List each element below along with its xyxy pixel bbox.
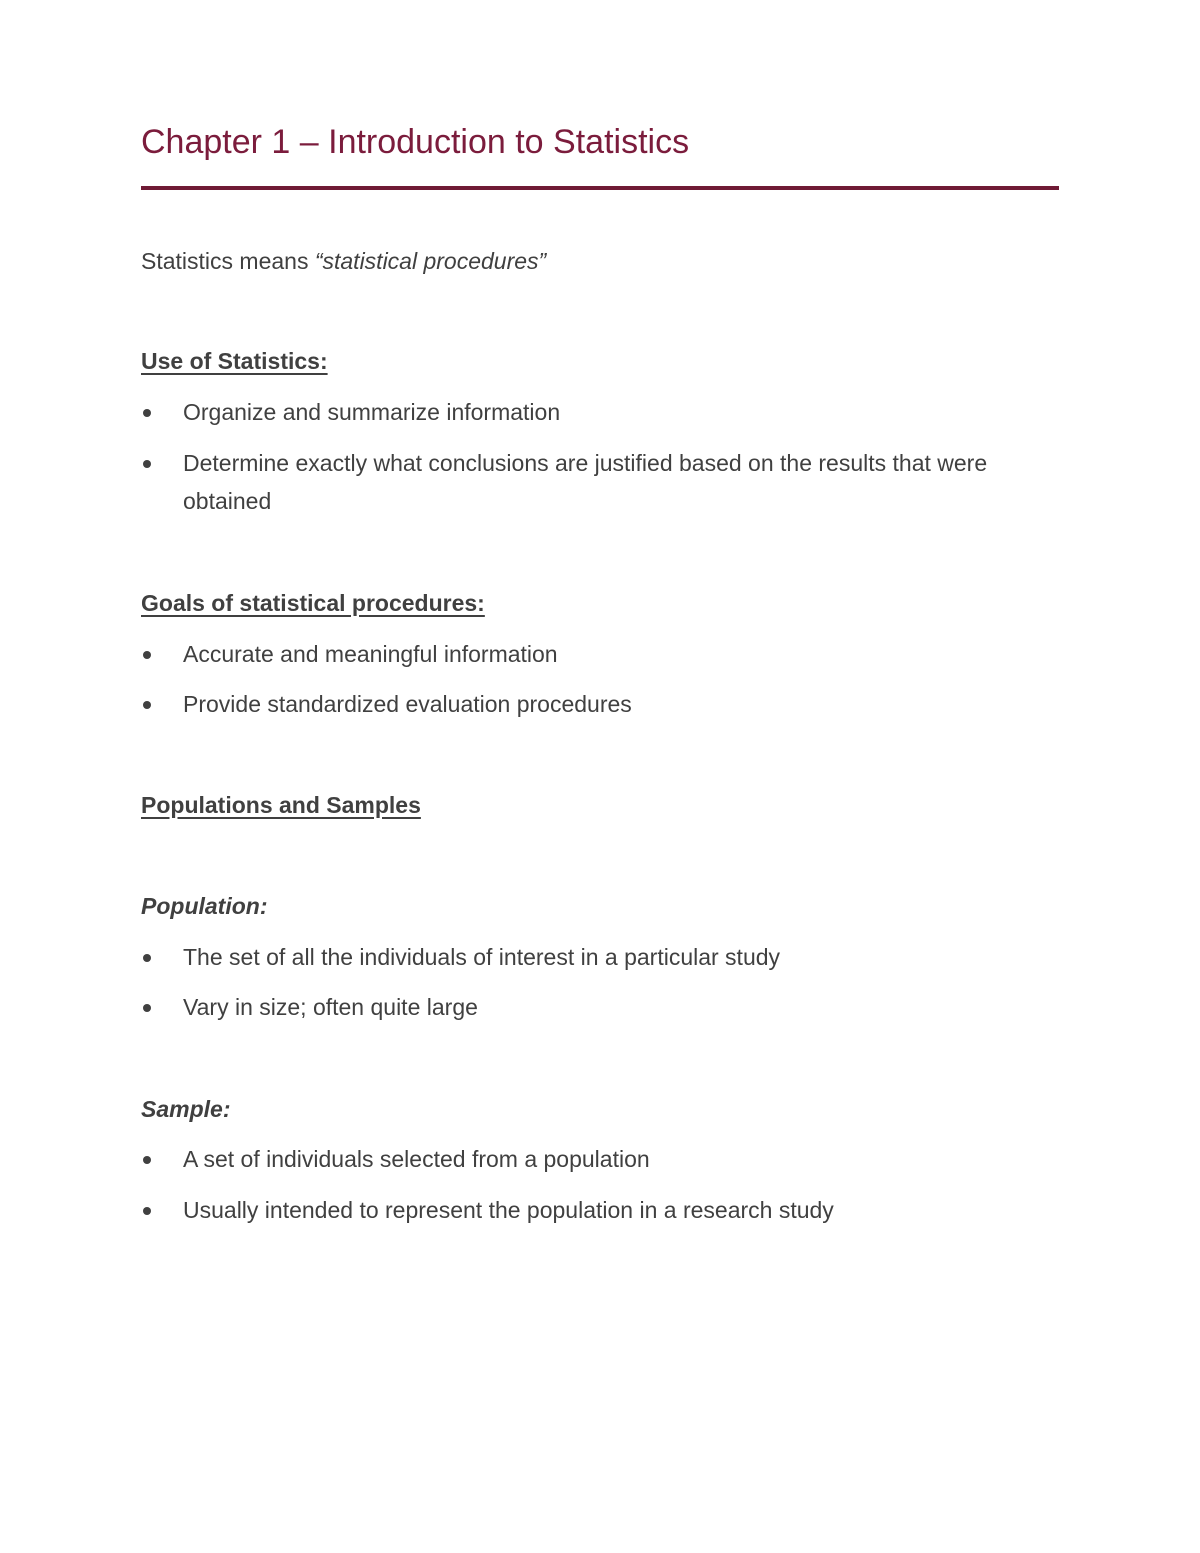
bullet-icon: [143, 1004, 151, 1012]
list-item: [0, 1144, 1200, 1184]
page-title: Chapter 1 – Introduction to Statistics: [141, 123, 690, 161]
list-item-text: Organize and summarize information: [183, 399, 561, 425]
section-heading-use-of-statistics: Use of Statistics:: [141, 348, 328, 374]
list-item: [0, 639, 1200, 679]
bullet-icon: [143, 1156, 151, 1164]
section-heading-goals: Goals of statistical procedures:: [141, 590, 485, 616]
list-item: [0, 448, 1200, 528]
bullet-icon: [143, 954, 151, 962]
intro-emphasis: “statistical procedures”: [314, 248, 547, 274]
bullet-icon: [143, 460, 151, 468]
list-item: [0, 397, 1200, 437]
bullet-icon: [143, 701, 151, 709]
section-heading-populations-and-samples: Populations and Samples: [141, 792, 421, 818]
subheading-sample: Sample:: [141, 1096, 231, 1122]
title-divider: [141, 186, 1059, 190]
list-item-text: The set of all the individuals of interest in a particular study: [183, 944, 781, 970]
bullet-icon: [143, 1207, 151, 1215]
bullet-icon: [143, 409, 151, 417]
list-item-text: Usually intended to represent the population in a research study: [183, 1197, 834, 1223]
list-item-text: Accurate and meaningful information: [183, 641, 558, 667]
list-item-text: Determine exactly what conclusions are justified based on the results that were obtained: [183, 450, 988, 514]
list-item: [0, 942, 1200, 982]
list-item: [0, 689, 1200, 729]
subheading-population: Population:: [141, 893, 268, 919]
list-item-text: Vary in size; often quite large: [183, 994, 478, 1020]
list-item-text: Provide standardized evaluation procedures: [183, 691, 632, 717]
bullet-icon: [143, 651, 151, 659]
list-item-text: A set of individuals selected from a population: [183, 1146, 650, 1172]
list-item: [0, 992, 1200, 1032]
intro-paragraph: [141, 246, 546, 276]
list-item: [0, 1195, 1200, 1235]
intro-prefix: Statistics means: [141, 248, 315, 274]
